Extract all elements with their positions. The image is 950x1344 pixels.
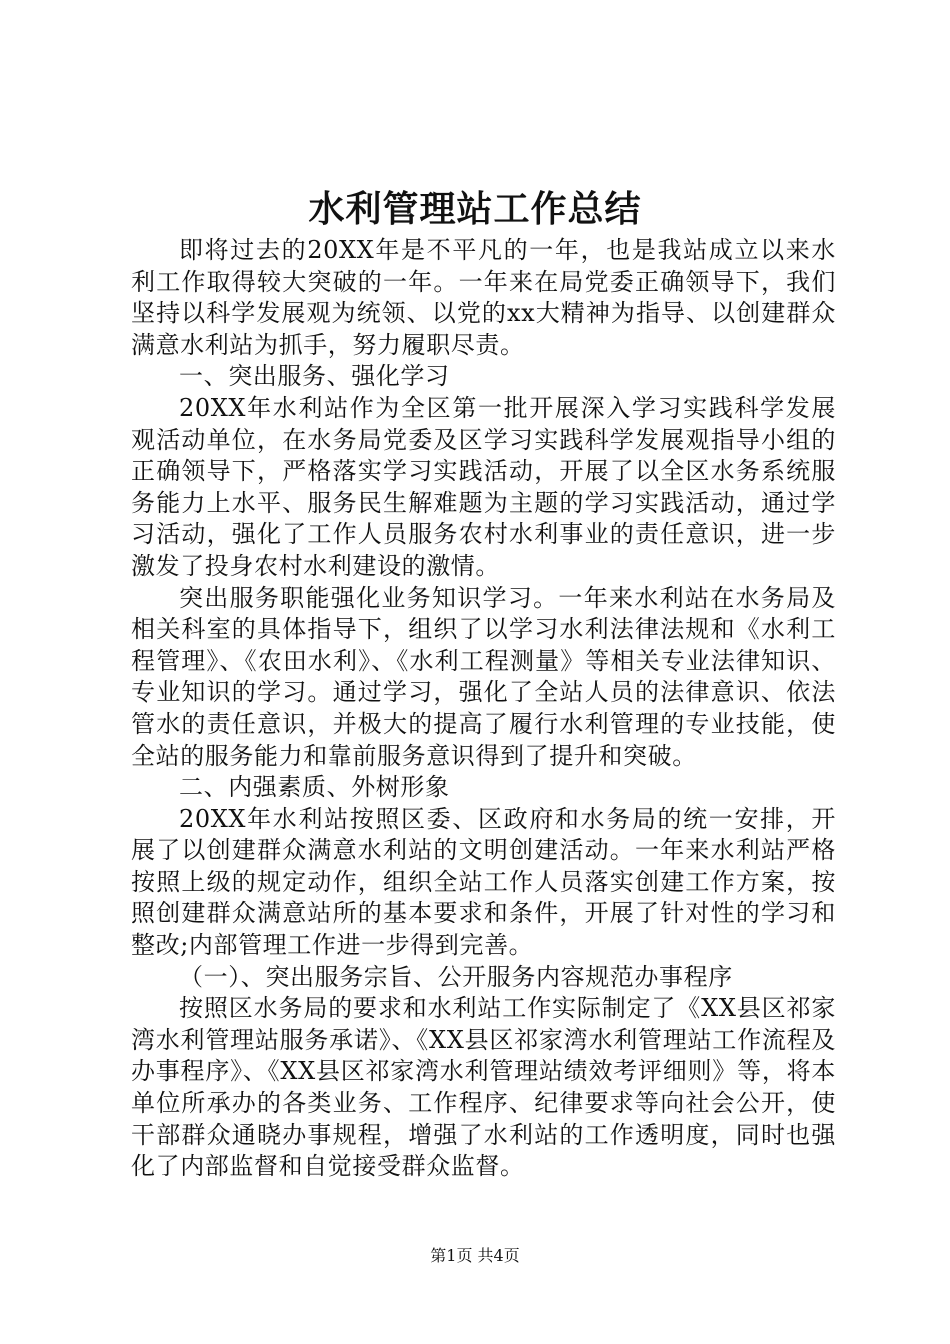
paragraph-study-activity: 20XX年水利站作为全区第一批开展深入学习实践科学发展观活动单位，在水务局党委及区学习实践科学发展观指导小组的正确领导下，严格落实学习实践活动，开展了以全区水务系统服务能力上水平、服务民生解难题为主题的学习实践活动，通过学习活动，强化了工作人员服务农村水利事业的责任意识，进一步激发了投身农村水利建设的激情。 <box>131 393 836 580</box>
document-body <box>131 235 836 1183</box>
section-heading-1: 一、突出服务、强化学习 <box>179 362 450 391</box>
section-heading-2: 二、内强素质、外树形象 <box>179 773 450 802</box>
paragraph-civilization-creation: 20XX年水利站按照区委、区政府和水务局的统一安排，开展了以创建群众满意水利站的文明创建活动。一年来水利站严格按照上级的规定动作，组织全站工作人员落实创建工作方案，按照创建群众满意站所的基本要求和条件，开展了针对性的学习和整改;内部管理工作进一步得到完善。 <box>131 804 836 960</box>
paragraph-service-commitment: 按照区水务局的要求和水利站工作实际制定了《XX县区祁家湾水利管理站服务承诺》、《XX县区祁家湾水利管理站工作流程及办事程序》、《XX县区祁家湾水利管理站绩效考评细则》等，将本单位所承办的各类业务、工作程序、纪律要求等向社会公开，使干部群众通晓办事规程，增强了水利站的工作透明度，同时也强化了内部监督和自觉接受群众监督。 <box>131 994 836 1181</box>
document-title: 水利管理站工作总结 <box>308 188 642 230</box>
page-footer: 第1页 共4页 <box>430 1246 520 1265</box>
paragraph-business-study: 突出服务职能强化业务知识学习。一年来水利站在水务局及相关科室的具体指导下，组织了以学习水利法律法规和《水利工程管理》、《农田水利》、《水利工程测量》等相关专业法律知识、专业知识的学习。通过学习，强化了全站人员的法律意识、依法管水的责任意识，并极大的提高了履行水利管理的专业技能，使全站的服务能力和靠前服务意识得到了提升和突破。 <box>131 583 836 770</box>
paragraph-intro: 即将过去的20XX年是不平凡的一年，也是我站成立以来水利工作取得较大突破的一年。一年来在局党委正确领导下，我们坚持以科学发展观为统领、以党的xx大精神为指导、以创建群众满意水利站为抓手，努力履职尽责。 <box>131 236 836 359</box>
subsection-heading-1: （一）、突出服务宗旨、公开服务内容规范办事程序 <box>179 962 733 991</box>
